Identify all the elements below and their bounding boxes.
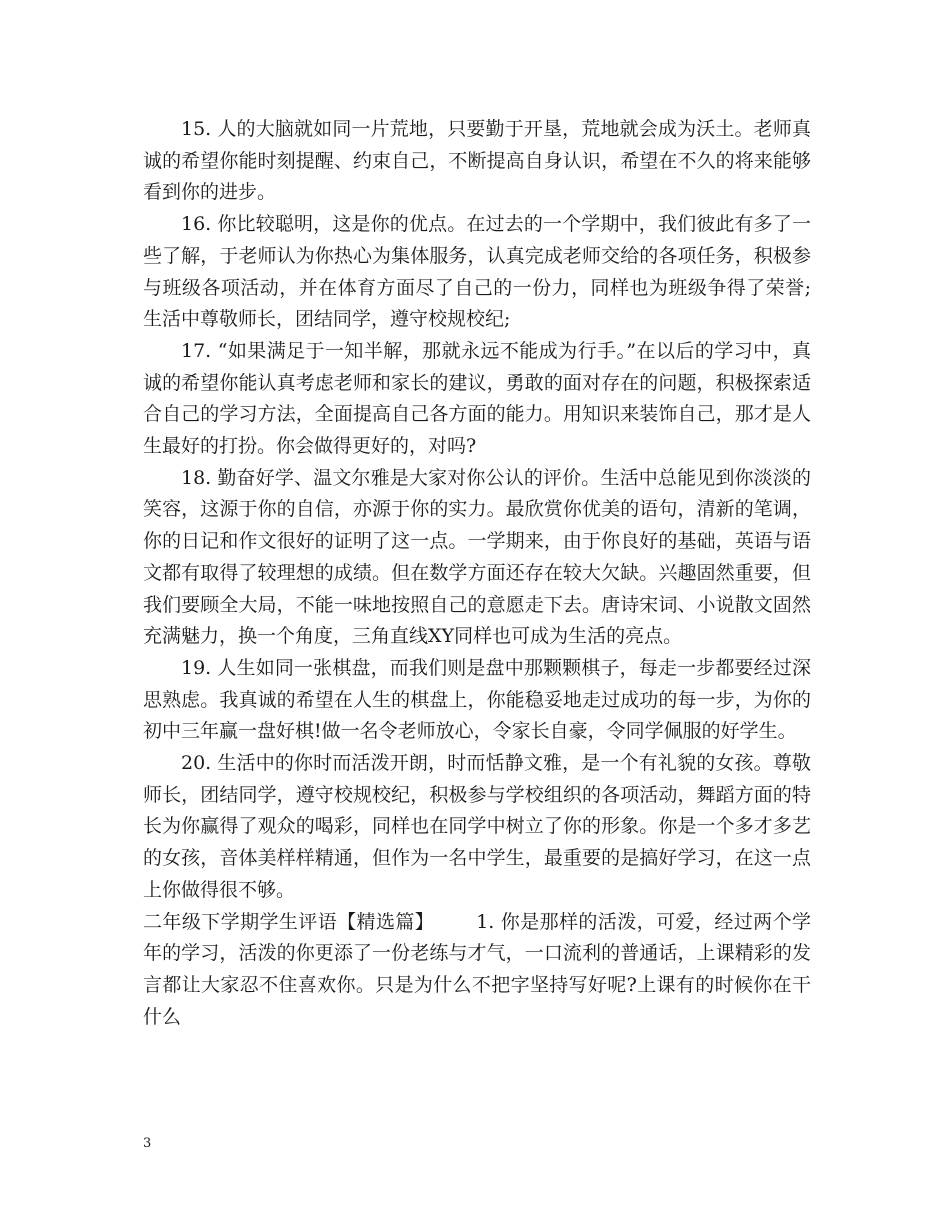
paragraph-15: 15. 人的大脑就如同一片荒地，只要勤于开垦，荒地就会成为沃土。老师真诚的希望你能时刻提醒、约束自己，不断提高自身认识，希望在不久的将来能够看到你的进步。 xyxy=(143,118,811,204)
paragraph-20: 20. 生活中的你时而活泼开朗，时而恬静文雅，是一个有礼貌的女孩。尊敬师长，团结同学，遵守校规校纪，积极参与学校组织的各项活动，舞蹈方面的特长为你赢得了观众的喝彩，同样也在同学中树立了你的形象。你是一个多才多艺的女孩，音体美样样精通，但作为一名中学生，最重要的是搞好学习，在这一点上你做得很不够。 xyxy=(143,752,811,901)
paragraph-19: 19. 人生如同一张棋盘，而我们则是盘中那颗颗棋子，每走一步都要经过深思熟虑。我真诚的希望在人生的棋盘上，你能稳妥地走过成功的每一步，为你的初中三年赢一盘好棋!做一名令老师放心，令家长自豪，令同学佩服的好学生。 xyxy=(143,656,811,743)
paragraph-17: 17. “如果满足于一知半解，那就永远不能成为行手。”在以后的学习中，真诚的希望你能认真考虑老师和家长的建议，勇敢的面对存在的问题，积极探索适合自己的学习方法，全面提高自己各方面的能力。用知识来装饰自己，那才是人生最好的打扮。你会做得更好的，对吗? xyxy=(143,339,811,458)
section-heading: 二年级下学期学生评语【精选篇】 xyxy=(143,910,435,933)
section-paragraph xyxy=(143,907,811,1034)
page-number: 3 xyxy=(143,1136,152,1151)
document-body xyxy=(143,114,811,1033)
paragraph-1: 1. 你是那样的活泼，可爱，经过两个学年的学习，活泼的你更添了一份老练与才气，一口流利的普通话，上课精彩的发言都让大家忍不住喜欢你。只是为什么不把字坚持写好呢?上课有的时候你在干什么 xyxy=(143,910,811,1028)
paragraph-18: 18. 勤奋好学、温文尔雅是大家对你公认的评价。生活中总能见到你淡淡的笑容，这源于你的自信，亦源于你的实力。最欣赏你优美的语句，清新的笔调，你的日记和作文很好的证明了这一点。一学期来，由于你良好的基础，英语与语文都有取得了较理想的成绩。但在数学方面还存在较大欠缺。兴趣固然重要，但我们要顾全大局，不能一味地按照自己的意愿走下去。唐诗宋词、小说散文固然充满魅力，换一个角度，三角直线XY同样也可成为生活的亮点。 xyxy=(143,466,811,648)
paragraph-16: 16. 你比较聪明，这是你的优点。在过去的一个学期中，我们彼此有多了一些了解，于老师认为你热心为集体服务，认真完成老师交给的各项任务，积极参与班级各项活动，并在体育方面尽了自己的一份力，同样也为班级争得了荣誉;生活中尊敬师长，团结同学，遵守校规校纪; xyxy=(143,213,811,331)
